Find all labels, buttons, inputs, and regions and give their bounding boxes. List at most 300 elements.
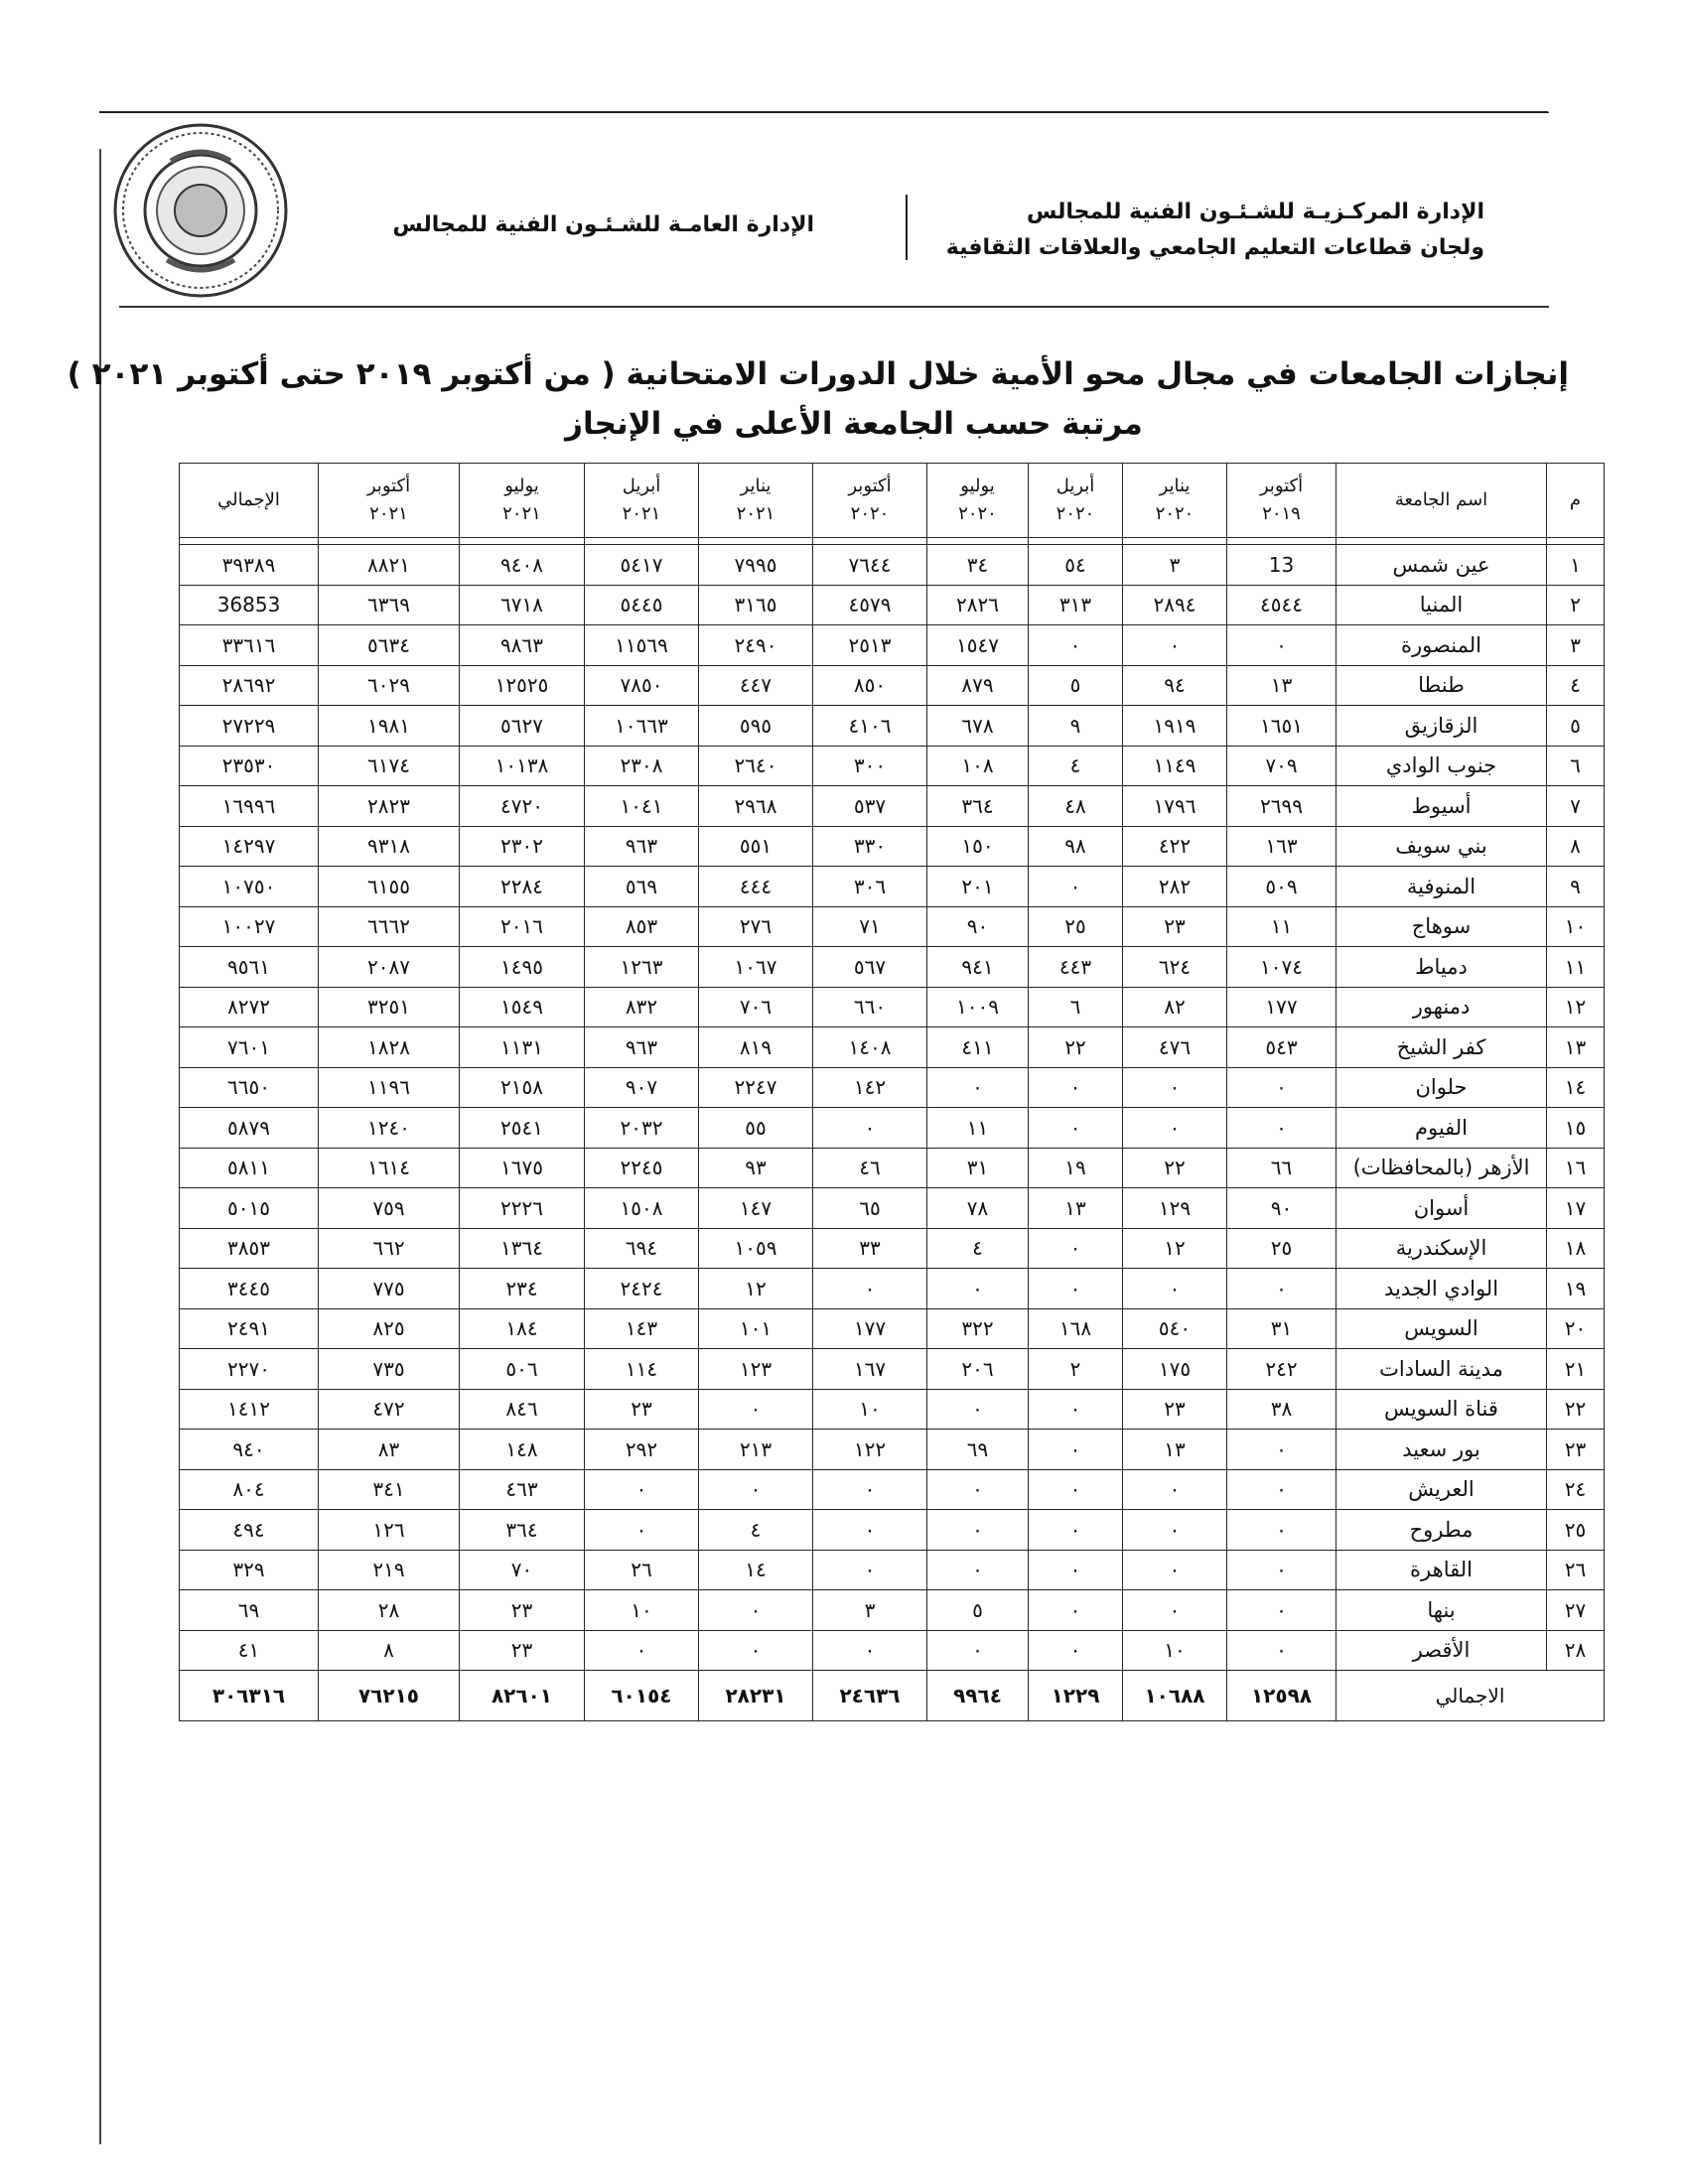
university-name: دمنهور [1336, 987, 1547, 1027]
count-cell: ٤٥٧٩ [813, 585, 927, 625]
count-cell: ٦٦٦٢ [319, 906, 460, 947]
count-cell: ١٦٥١ [1227, 706, 1336, 747]
count-cell: ٤٩٤ [180, 1510, 319, 1551]
count-cell: ٢٢٤٥ [585, 1148, 699, 1188]
count-cell: ١٦٨ [1029, 1308, 1123, 1349]
table-row [180, 1590, 1605, 1631]
count-cell: ٢٦٤٠ [699, 746, 813, 786]
table-row [180, 545, 1605, 586]
count-cell: ٠ [813, 1630, 927, 1671]
gap-cell [585, 538, 699, 545]
count-cell: ١٣٦٤ [460, 1228, 585, 1269]
count-cell: ٦ [1029, 987, 1123, 1027]
count-cell: ١٤١٢ [180, 1389, 319, 1430]
table-row [180, 1148, 1605, 1188]
count-cell: ١٤٢٩٧ [180, 826, 319, 867]
row-number: ١٧ [1547, 1188, 1605, 1229]
count-cell: ٦٩ [180, 1590, 319, 1631]
count-cell: ٦٦٠ [813, 987, 927, 1027]
count-cell: ٠ [1123, 1108, 1227, 1149]
count-cell: ٠ [1123, 1469, 1227, 1510]
row-number: ٢١ [1547, 1349, 1605, 1390]
letterhead-divider [119, 306, 1549, 308]
count-cell: ٣٣ [813, 1228, 927, 1269]
count-cell: ٣١ [1227, 1308, 1336, 1349]
count-cell: ١٤٨ [460, 1430, 585, 1470]
gap-cell [1029, 538, 1123, 545]
column-label: أكتوبر [848, 476, 892, 496]
count-cell: ٨١٩ [699, 1027, 813, 1068]
count-cell: ٢٣ [1123, 906, 1227, 947]
count-cell: ٩٣١٨ [319, 826, 460, 867]
count-cell: ٠ [699, 1389, 813, 1430]
column-label: يوليو [504, 476, 539, 496]
count-cell: ٦٧٨ [927, 706, 1029, 747]
university-name: السويس [1336, 1308, 1547, 1349]
count-cell: ٢٨٢٣ [319, 786, 460, 827]
count-cell: ٦٢٤ [1123, 947, 1227, 988]
count-cell: ٢٦٩٩ [1227, 786, 1336, 827]
count-cell: ٣١٦٥ [699, 585, 813, 625]
total-cell: ٣٠٦٣١٦ [180, 1671, 319, 1721]
column-header [319, 464, 460, 538]
column-header [1336, 464, 1547, 538]
row-number: ٢٠ [1547, 1308, 1605, 1349]
count-cell: ٨٢٥ [319, 1308, 460, 1349]
column-header [1029, 464, 1123, 538]
count-cell: ٩٦٣ [585, 826, 699, 867]
row-number: ٣ [1547, 625, 1605, 666]
column-year: ٢٠٢١ [622, 503, 661, 524]
count-cell: ٣٦٤ [460, 1510, 585, 1551]
count-cell: ٢٠١٦ [460, 906, 585, 947]
gap-cell [1336, 538, 1547, 545]
count-cell: ١٠٦٧ [699, 947, 813, 988]
column-year: ٢٠٢٠ [850, 503, 890, 524]
university-name: مدينة السادات [1336, 1349, 1547, 1390]
count-cell: ١٠ [585, 1590, 699, 1631]
count-cell: ٠ [1123, 625, 1227, 666]
row-number: ٢٦ [1547, 1550, 1605, 1590]
count-cell: ٣٢٩ [180, 1550, 319, 1590]
count-cell: ١٤٠٨ [813, 1027, 927, 1068]
count-cell: ٥٥ [699, 1108, 813, 1149]
count-cell: ٥٤٤٥ [585, 585, 699, 625]
row-number: ١٣ [1547, 1027, 1605, 1068]
count-cell: ١٦٧٥ [460, 1148, 585, 1188]
column-year: ٢٠٢٠ [1055, 503, 1095, 524]
count-cell: ١٠١ [699, 1308, 813, 1349]
university-name: المنوفية [1336, 867, 1547, 907]
count-cell: ١١٥٦٩ [585, 625, 699, 666]
count-cell: ٤١١ [927, 1027, 1029, 1068]
count-cell: ٢٤٢ [1227, 1349, 1336, 1390]
count-cell: ٥٠١٥ [180, 1188, 319, 1229]
count-cell: ٢٨٦٩٢ [180, 665, 319, 706]
count-cell: ٧٦٠١ [180, 1027, 319, 1068]
count-cell: ٢٨٢٦ [927, 585, 1029, 625]
count-cell: ١٥٠ [927, 826, 1029, 867]
column-header [927, 464, 1029, 538]
count-cell: ٠ [1227, 1067, 1336, 1108]
letterhead-frame-top [99, 111, 1549, 113]
count-cell: ٠ [585, 1630, 699, 1671]
count-cell: ١٦٣ [1227, 826, 1336, 867]
column-label: يوليو [960, 476, 995, 496]
count-cell: ٤١٠٦ [813, 706, 927, 747]
column-year: ٢٠٢١ [736, 503, 775, 524]
table-row [180, 867, 1605, 907]
count-cell: ١٠ [813, 1389, 927, 1430]
count-cell: ٩٠٧ [585, 1067, 699, 1108]
column-year: ٢٠٢٠ [1155, 503, 1195, 524]
count-cell: ٢٣٠٨ [585, 746, 699, 786]
header-gap-row [180, 538, 1605, 545]
row-number: ١٨ [1547, 1228, 1605, 1269]
table-row [180, 706, 1605, 747]
column-label: أبريل [1055, 476, 1095, 496]
count-cell: ٦٣٦٩ [319, 585, 460, 625]
count-cell: ٢٨٩٤ [1123, 585, 1227, 625]
count-cell: ٢٨٢ [1123, 867, 1227, 907]
row-number: ٥ [1547, 706, 1605, 747]
count-cell: ١٨٢٨ [319, 1027, 460, 1068]
count-cell: ٥٦٩ [585, 867, 699, 907]
count-cell: ٩٤٠ [180, 1430, 319, 1470]
count-cell: ٦٦٥٠ [180, 1067, 319, 1108]
count-cell: ٠ [927, 1469, 1029, 1510]
university-name: سوهاج [1336, 906, 1547, 947]
count-cell: ٠ [1029, 1469, 1123, 1510]
count-cell: ٠ [1029, 1590, 1123, 1631]
column-label: يناير [740, 476, 772, 496]
count-cell: ١٣ [1123, 1430, 1227, 1470]
count-cell: ٢٢٤٧ [699, 1067, 813, 1108]
count-cell: ٠ [1029, 867, 1123, 907]
university-name: المنصورة [1336, 625, 1547, 666]
count-cell: ٨٣٢ [585, 987, 699, 1027]
table-row [180, 1027, 1605, 1068]
university-name: طنطا [1336, 665, 1547, 706]
count-cell: ٢٣ [460, 1590, 585, 1631]
count-cell: ٩٠ [1227, 1188, 1336, 1229]
count-cell: ٠ [927, 1067, 1029, 1108]
count-cell: ٠ [1227, 1269, 1336, 1309]
row-number: ٩ [1547, 867, 1605, 907]
count-cell: ٤٧٢٠ [460, 786, 585, 827]
count-cell: ١٢٦٣ [585, 947, 699, 988]
count-cell: ٤٤٧ [699, 665, 813, 706]
count-cell: ٣٦٤ [927, 786, 1029, 827]
count-cell: ١٠٥٩ [699, 1228, 813, 1269]
count-cell: ٧٠٩ [1227, 746, 1336, 786]
count-cell: ٠ [1227, 1630, 1336, 1671]
count-cell: ٤١ [180, 1630, 319, 1671]
count-cell: ٠ [1123, 1067, 1227, 1108]
count-cell: ٠ [1029, 1067, 1123, 1108]
count-cell: ٠ [1029, 625, 1123, 666]
count-cell: ٩٥٦١ [180, 947, 319, 988]
general-administration: الإدارة العامـة للشـئـون الفنية للمجالس [392, 212, 814, 237]
count-cell: ٢١٩ [319, 1550, 460, 1590]
department-line-1: الإدارة المركـزيـة للشـئـون الفنية للمجالس [1026, 200, 1484, 224]
count-cell: ٧٥٩ [319, 1188, 460, 1229]
count-cell: ٦٠٢٩ [319, 665, 460, 706]
total-cell: ١٢٥٩٨ [1227, 1671, 1336, 1721]
university-name: بني سويف [1336, 826, 1547, 867]
count-cell: ١٠٤١ [585, 786, 699, 827]
count-cell: ٠ [1029, 1228, 1123, 1269]
count-cell: ٥٨٧٩ [180, 1108, 319, 1149]
count-cell: ٠ [1029, 1389, 1123, 1430]
count-cell: 13 [1227, 545, 1336, 586]
count-cell: ٦٧١٨ [460, 585, 585, 625]
university-name: كفر الشيخ [1336, 1027, 1547, 1068]
letterhead-frame-left [99, 149, 101, 2144]
count-cell: ١٠١٣٨ [460, 746, 585, 786]
table-row [180, 665, 1605, 706]
title-line-1: إنجازات الجامعات في مجال محو الأمية خلال الدورات الامتحانية ( من أكتوبر ٢٠١٩ حتى أكتوبر ٢٠٢١ ) [67, 356, 1569, 392]
count-cell: ٣٢٥١ [319, 987, 460, 1027]
row-number: ٢٣ [1547, 1430, 1605, 1470]
university-name: الأزهر (بالمحافظات) [1336, 1148, 1547, 1188]
count-cell: ٢٤٩٠ [699, 625, 813, 666]
count-cell: ٤٤٤ [699, 867, 813, 907]
table-row [180, 826, 1605, 867]
count-cell: ٥٥١ [699, 826, 813, 867]
table-row [180, 1108, 1605, 1149]
count-cell: ٤ [699, 1510, 813, 1551]
gap-cell [1227, 538, 1336, 545]
row-number: ٢٨ [1547, 1630, 1605, 1671]
column-label: م [1569, 489, 1582, 510]
count-cell: ٥٠٩ [1227, 867, 1336, 907]
table-row [180, 746, 1605, 786]
row-number: ٢٧ [1547, 1590, 1605, 1631]
count-cell: ٧٣٥ [319, 1349, 460, 1390]
count-cell: ٣٠٠ [813, 746, 927, 786]
row-number: ١٢ [1547, 987, 1605, 1027]
count-cell: ٩٦٣ [585, 1027, 699, 1068]
count-cell: ٢٢ [1123, 1148, 1227, 1188]
count-cell: ٤٨ [1029, 786, 1123, 827]
count-cell: ١٢ [699, 1269, 813, 1309]
count-cell: ١٤ [699, 1550, 813, 1590]
count-cell: ٣٨ [1227, 1389, 1336, 1430]
column-year: ٢٠٢١ [502, 503, 541, 524]
table-row [180, 1228, 1605, 1269]
column-label: أكتوبر [1259, 476, 1304, 496]
row-number: ٢ [1547, 585, 1605, 625]
count-cell: ٢٣ [460, 1630, 585, 1671]
count-cell: ٥٣٧ [813, 786, 927, 827]
count-cell: ٠ [927, 1269, 1029, 1309]
count-cell: ٢٣٤ [460, 1269, 585, 1309]
table-row [180, 625, 1605, 666]
row-number: ١١ [1547, 947, 1605, 988]
university-name: الوادي الجديد [1336, 1269, 1547, 1309]
row-number: ٨ [1547, 826, 1605, 867]
count-cell: ١٤٢ [813, 1067, 927, 1108]
university-name: قناة السويس [1336, 1389, 1547, 1430]
count-cell: ٩ [1029, 706, 1123, 747]
count-cell: ٨٤٦ [460, 1389, 585, 1430]
row-number: ١٥ [1547, 1108, 1605, 1149]
table-row [180, 947, 1605, 988]
count-cell: ٢٥١٣ [813, 625, 927, 666]
count-cell: ١٥٤٩ [460, 987, 585, 1027]
row-number: ٤ [1547, 665, 1605, 706]
count-cell: ٠ [1227, 1430, 1336, 1470]
count-cell: ١٩ [1029, 1148, 1123, 1188]
count-cell: ١١٤٩ [1123, 746, 1227, 786]
count-cell: ٠ [1123, 1510, 1227, 1551]
university-name: دمياط [1336, 947, 1547, 988]
count-cell: ١٢٦ [319, 1510, 460, 1551]
count-cell: ٠ [813, 1469, 927, 1510]
count-cell: ٧٠٦ [699, 987, 813, 1027]
count-cell: ٤٢٢ [1123, 826, 1227, 867]
count-cell: ١٤٩٥ [460, 947, 585, 988]
count-cell: ٨٣ [319, 1430, 460, 1470]
count-cell: ١١ [1227, 906, 1336, 947]
count-cell: ٣٨٥٣ [180, 1228, 319, 1269]
column-label: يناير [1159, 476, 1191, 496]
count-cell: ٢٣ [585, 1389, 699, 1430]
count-cell: ١١٩٦ [319, 1067, 460, 1108]
count-cell: ٣٢٢ [927, 1308, 1029, 1349]
count-cell: ١٣ [1029, 1188, 1123, 1229]
table-row [180, 1430, 1605, 1470]
count-cell: ١٤٣ [585, 1308, 699, 1349]
count-cell: ١٠٦٦٣ [585, 706, 699, 747]
table-row [180, 987, 1605, 1027]
count-cell: ٠ [1227, 625, 1336, 666]
count-cell: ١١٣١ [460, 1027, 585, 1068]
count-cell: ٢٢٢٦ [460, 1188, 585, 1229]
total-cell: ٢٨٢٣١ [699, 1671, 813, 1721]
count-cell: ٠ [1029, 1550, 1123, 1590]
count-cell: ٣١٣ [1029, 585, 1123, 625]
column-header [699, 464, 813, 538]
count-cell: ٠ [1123, 1590, 1227, 1631]
count-cell: ٥ [927, 1590, 1029, 1631]
row-number: ٦ [1547, 746, 1605, 786]
count-cell: ١٦١٤ [319, 1148, 460, 1188]
count-cell: ٧٧٥ [319, 1269, 460, 1309]
count-cell: ١٦٧ [813, 1349, 927, 1390]
university-name: الأقصر [1336, 1630, 1547, 1671]
count-cell: ٢٩٢ [585, 1430, 699, 1470]
count-cell: ٥٠٦ [460, 1349, 585, 1390]
university-name: أسيوط [1336, 786, 1547, 827]
count-cell: ١٦٩٩٦ [180, 786, 319, 827]
count-cell: ٨ [319, 1630, 460, 1671]
column-label: أبريل [622, 476, 661, 496]
table-row [180, 585, 1605, 625]
count-cell: ١٢٣ [699, 1349, 813, 1390]
column-label: الإجمالي [217, 489, 280, 510]
count-cell: ١٢ [1123, 1228, 1227, 1269]
column-header [585, 464, 699, 538]
count-cell: ١١ [927, 1108, 1029, 1149]
gap-cell [699, 538, 813, 545]
count-cell: ٥٤٠ [1123, 1308, 1227, 1349]
count-cell: ٢٣٠٢ [460, 826, 585, 867]
count-cell: ٤٧٢ [319, 1389, 460, 1430]
count-cell: ٤٦ [813, 1148, 927, 1188]
table-row [180, 786, 1605, 827]
count-cell: ١٩١٩ [1123, 706, 1227, 747]
table-row [180, 1510, 1605, 1551]
gap-cell [813, 538, 927, 545]
count-cell: ٣٩٣٨٩ [180, 545, 319, 586]
gap-cell [927, 538, 1029, 545]
university-name: الزقازيق [1336, 706, 1547, 747]
count-cell: ٤٥٤٤ [1227, 585, 1336, 625]
count-cell: ٣٤ [927, 545, 1029, 586]
count-cell: ٢٠٨٧ [319, 947, 460, 988]
count-cell: ٧٦٤٤ [813, 545, 927, 586]
count-cell: ٨٢٧٢ [180, 987, 319, 1027]
count-cell: ١٠٨ [927, 746, 1029, 786]
count-cell: ١٧٧ [813, 1308, 927, 1349]
column-label: أكتوبر [366, 476, 411, 496]
count-cell: ١٢٢ [813, 1430, 927, 1470]
count-cell: ١٩٨١ [319, 706, 460, 747]
table-row [180, 1308, 1605, 1349]
count-cell: ١٧٩٦ [1123, 786, 1227, 827]
total-cell: ١٠٦٨٨ [1123, 1671, 1227, 1721]
count-cell: ٥٩٥ [699, 706, 813, 747]
total-cell: ٧٦٢١٥ [319, 1671, 460, 1721]
gap-cell [1547, 538, 1605, 545]
table-row [180, 1630, 1605, 1671]
count-cell: ٥٤١٧ [585, 545, 699, 586]
university-name: الفيوم [1336, 1108, 1547, 1149]
table-header-row [180, 464, 1605, 538]
count-cell: ١٢٥٢٥ [460, 665, 585, 706]
count-cell: ٠ [699, 1630, 813, 1671]
count-cell: ٧١ [813, 906, 927, 947]
count-cell: ١٤٧ [699, 1188, 813, 1229]
count-cell: ٢٠٦ [927, 1349, 1029, 1390]
gap-cell [1123, 538, 1227, 545]
count-cell: ٨٧٩ [927, 665, 1029, 706]
count-cell: ٦٩ [927, 1430, 1029, 1470]
count-cell: ٦٦ [1227, 1148, 1336, 1188]
count-cell: ٥٤ [1029, 545, 1123, 586]
count-cell: ٢٨ [319, 1590, 460, 1631]
count-cell: ٠ [927, 1550, 1029, 1590]
column-year: ٢٠٢٠ [958, 503, 997, 524]
count-cell: ٢٥ [1029, 906, 1123, 947]
count-cell: ٢٧٢٢٩ [180, 706, 319, 747]
count-cell: ٩٨ [1029, 826, 1123, 867]
count-cell: ٠ [1029, 1269, 1123, 1309]
table-row [180, 1389, 1605, 1430]
count-cell: ٩٨٦٣ [460, 625, 585, 666]
count-cell: ٠ [1029, 1108, 1123, 1149]
count-cell: ٢٥ [1227, 1228, 1336, 1269]
count-cell: ٤٤٣ [1029, 947, 1123, 988]
table-row [180, 1269, 1605, 1309]
count-cell: ٤٦٣ [460, 1469, 585, 1510]
count-cell: ٥٨١١ [180, 1148, 319, 1188]
count-cell: ٨٢ [1123, 987, 1227, 1027]
count-cell: ٠ [813, 1108, 927, 1149]
count-cell: ٢٣ [1123, 1389, 1227, 1430]
